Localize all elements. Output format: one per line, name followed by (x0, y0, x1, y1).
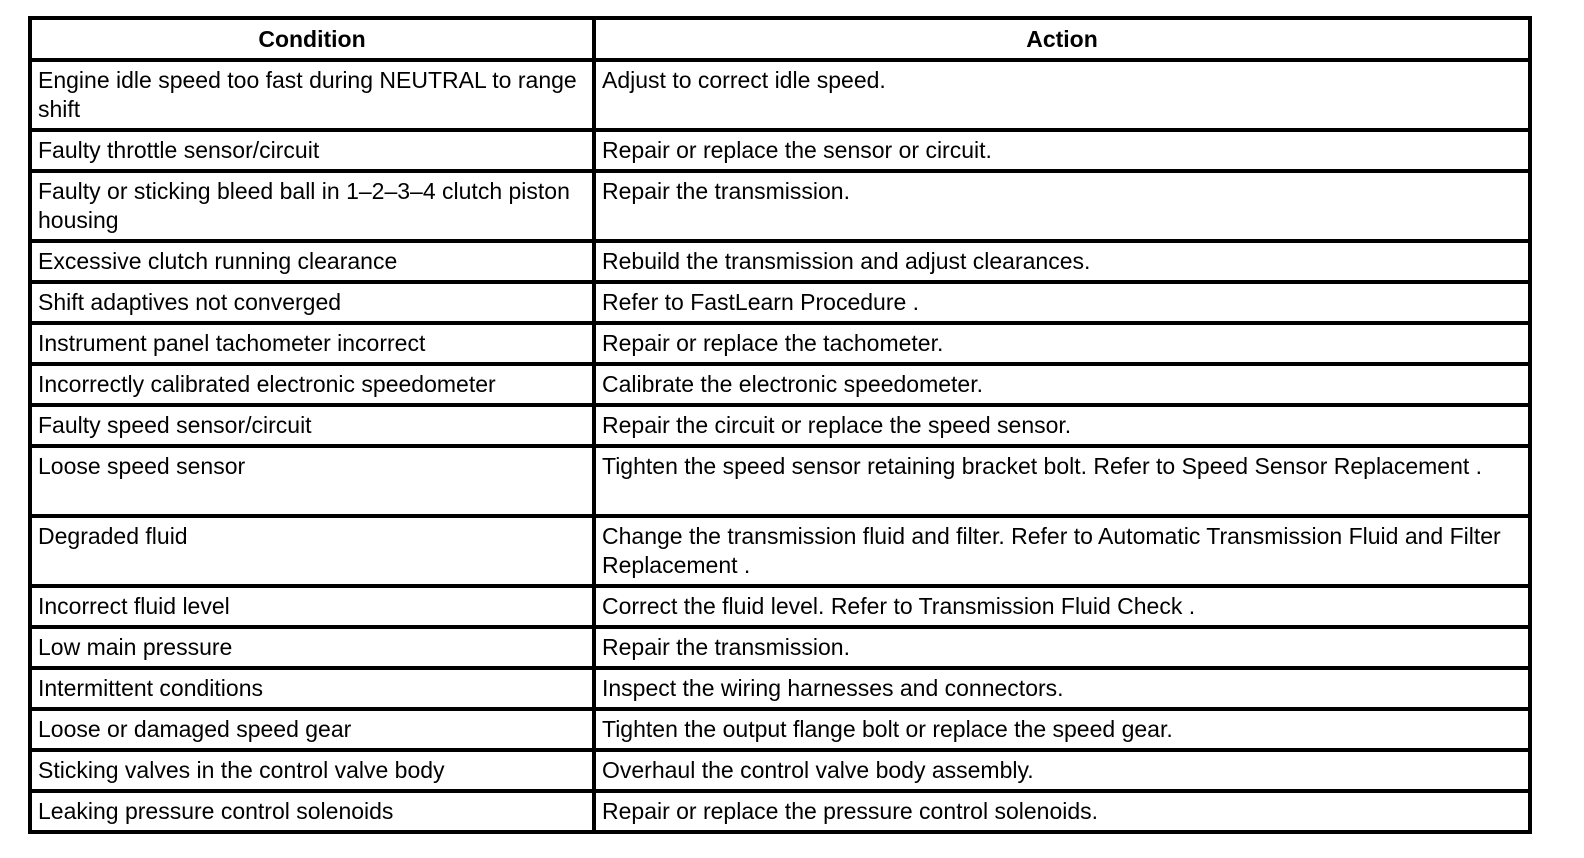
table-row (30, 446, 1530, 516)
condition-column-header: Condition (30, 18, 594, 60)
condition-cell: Instrument panel tachometer incorrect (30, 323, 594, 364)
action-cell: Repair the transmission. (594, 627, 1530, 668)
action-cell: Adjust to correct idle speed. (594, 60, 1530, 130)
condition-cell: Incorrectly calibrated electronic speedometer (30, 364, 594, 405)
condition-cell: Incorrect fluid level (30, 586, 594, 627)
action-cell: Refer to FastLearn Procedure . (594, 282, 1530, 323)
condition-cell: Low main pressure (30, 627, 594, 668)
action-cell: Tighten the speed sensor retaining bracket bolt. Refer to Speed Sensor Replacement . (594, 446, 1530, 516)
action-cell: Rebuild the transmission and adjust clearances. (594, 241, 1530, 282)
table-row (30, 586, 1530, 627)
condition-cell: Sticking valves in the control valve body (30, 750, 594, 791)
condition-cell: Loose or damaged speed gear (30, 709, 594, 750)
condition-cell: Degraded fluid (30, 516, 594, 586)
table-row (30, 709, 1530, 750)
action-cell: Change the transmission fluid and filter. Refer to Automatic Transmission Fluid and Filter Replacement . (594, 516, 1530, 586)
table-row (30, 364, 1530, 405)
table-row (30, 60, 1530, 130)
action-cell: Correct the fluid level. Refer to Transmission Fluid Check . (594, 586, 1530, 627)
table-header-row (30, 18, 1530, 60)
action-cell: Overhaul the control valve body assembly. (594, 750, 1530, 791)
table-row (30, 323, 1530, 364)
action-cell: Repair the transmission. (594, 171, 1530, 241)
table-row (30, 171, 1530, 241)
table-row (30, 130, 1530, 171)
condition-cell: Faulty throttle sensor/circuit (30, 130, 594, 171)
condition-cell: Leaking pressure control solenoids (30, 791, 594, 832)
table-row (30, 627, 1530, 668)
table-row (30, 668, 1530, 709)
action-cell: Inspect the wiring harnesses and connectors. (594, 668, 1530, 709)
table-row (30, 750, 1530, 791)
table-row (30, 516, 1530, 586)
action-cell: Calibrate the electronic speedometer. (594, 364, 1530, 405)
condition-cell: Intermittent conditions (30, 668, 594, 709)
action-cell: Repair or replace the pressure control solenoids. (594, 791, 1530, 832)
condition-cell: Faulty speed sensor/circuit (30, 405, 594, 446)
condition-cell: Loose speed sensor (30, 446, 594, 516)
condition-cell: Excessive clutch running clearance (30, 241, 594, 282)
condition-cell: Engine idle speed too fast during NEUTRAL to range shift (30, 60, 594, 130)
table-row (30, 282, 1530, 323)
table-row (30, 405, 1530, 446)
action-column-header: Action (594, 18, 1530, 60)
action-cell: Repair the circuit or replace the speed sensor. (594, 405, 1530, 446)
table-row (30, 791, 1530, 832)
condition-cell: Faulty or sticking bleed ball in 1–2–3–4 clutch piston housing (30, 171, 594, 241)
action-cell: Repair or replace the tachometer. (594, 323, 1530, 364)
diagnostic-table (28, 16, 1532, 834)
action-cell: Tighten the output flange bolt or replace the speed gear. (594, 709, 1530, 750)
action-cell: Repair or replace the sensor or circuit. (594, 130, 1530, 171)
condition-cell: Shift adaptives not converged (30, 282, 594, 323)
table-row (30, 241, 1530, 282)
